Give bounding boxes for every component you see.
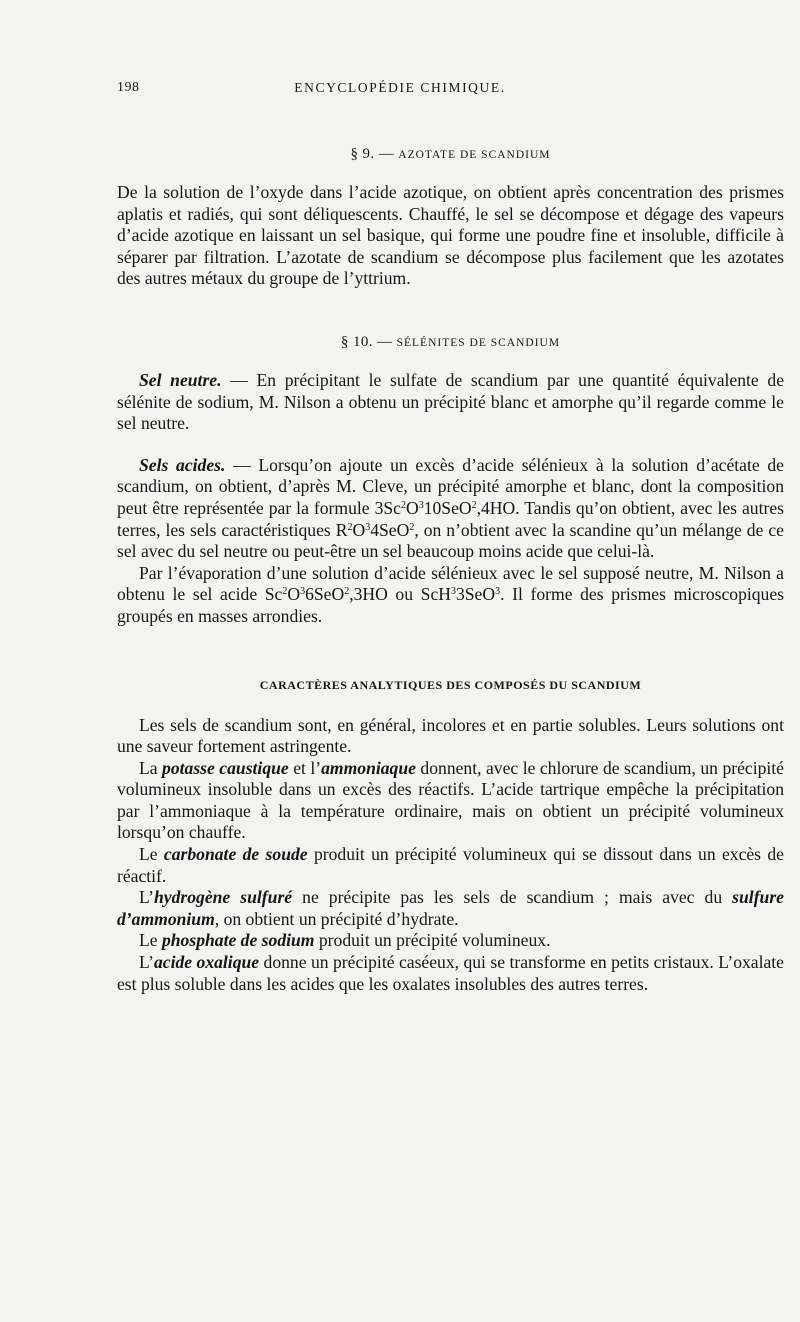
term-potasse-caustique: potasse caustique (162, 757, 289, 778)
acid-salts-paragraph (117, 455, 784, 563)
neutral-salt-text: — En précipitant le sulfate de scandium par une quantité équivalente de sélénite de sodium, M. Nilson a obtenu un précipité blanc et amorphe qu’il regarde comme le sel neutre. (117, 369, 784, 434)
analytical-paragraph-1: Les sels de scandium sont, en général, incolores et en partie solubles. Leurs solutions ont une saveur fortement astringente. (117, 714, 784, 757)
evaporation-paragraph (117, 563, 784, 628)
acid-salts-text-c: on n’obtient avec la scandine qu’un mélange de ce sel avec du sel neutre ou peut-être un sel beaucoup moins acide que celui-là. (117, 519, 784, 562)
nilson-formula-1: $Sc^2O^36SeO^2,3HO$ (264, 584, 388, 605)
rare-earth-formula: $R^2O^34SeO^2$, (335, 519, 419, 540)
analytical-paragraph-oxalic: L’acide oxalique donne un précipité caséeux, qui se transforme en petits cristaux. L’oxalate est plus soluble dans les acides que les oxalates insolubles des autres terres. (117, 952, 784, 994)
analytical-paragraph-potash: La potasse caustique et l’ammoniaque donnent, avec le chlorure de scandium, un précipité volumineux insoluble dans un excès des réactifs. L’acide tartrique empêche la précipitation par l’ammoniaque à la température ordinaire, mais on obtient un précipité volumineux lorsqu’on chauffe. (117, 757, 784, 843)
term-phosphate-de-sodium: phosphate de sodium (161, 930, 315, 951)
cleve-formula: $3Sc^2O^310SeO^2,4HO$. (374, 497, 520, 518)
analytical-paragraph-phosphate: Le phosphate de sodium produit un précipité volumineux. (139, 930, 551, 951)
acid-salts-text-a: — Lorsqu’on ajoute un excès d’acide sélénieux à la solution d’acétate de scandium, on obtient, d’après M. Cleve, un précipité amorphe et blanc, dont la composition peut être représentée par la formule (117, 454, 784, 518)
analytical-heading: CARACTÈRES ANALYTIQUES DES COMPOSÉS DU SCANDIUM (259, 677, 642, 692)
section-9-number: § 9. — (350, 146, 395, 162)
term-acide-oxalique: acide oxalique (154, 952, 260, 973)
term-hydrogene-sulfure: hydrogène sulfuré (154, 887, 293, 908)
term-sulfure-ammonium: sulfure d’ammonium (117, 887, 784, 929)
analytical-paragraph-carbonate: Le carbonate de soude produit un précipité volumineux qui se dissout dans un excès de réactif. (117, 844, 784, 886)
neutral-salt-paragraph (117, 370, 784, 435)
section-10-number: § 10. — (340, 333, 393, 350)
page-number: 198 (117, 80, 140, 95)
term-carbonate-de-soude: carbonate de soude (163, 844, 308, 865)
evaporation-text-a: Par l’évaporation d’une solution d’acide sélénieux avec le sel supposé neutre, M. Nilson a obtenu le sel acide (117, 562, 784, 605)
running-title: ENCYCLOPÉDIE CHIMIQUE. (294, 80, 506, 95)
running-head (117, 80, 683, 100)
section-10-title: SÉLÉNITES DE SCANDIUM (396, 336, 561, 349)
evaporation-text-b: ou (387, 584, 421, 605)
page-content (117, 146, 784, 995)
section-10-heading (117, 334, 784, 351)
section-9-heading (117, 146, 784, 163)
section-9-paragraph: De la solution de l’oxyde dans l’acide azotique, on obtient après concentration des prismes aplatis et radiés, qui sont déliquescents. Chauffé, le sel se décompose et dégage des vapeurs d’acide azotique en laissant un sel basique, qui forme une poudre fine et insoluble, difficile à séparer par filtration. L’azotate de scandium se décompose plus facilement que les azotates des autres métaux du groupe de l’yttrium. (117, 182, 784, 289)
nilson-formula-2: ScH$^3$3SeO$^3$. (420, 584, 505, 605)
analytical-paragraph-hydrogen-sulfide: L’hydrogène sulfuré ne précipite pas les sels de scandium ; mais avec du sulfure d’ammonium, on obtient un précipité d’hydrate. (117, 887, 784, 929)
neutral-salt-label: Sel neutre. (139, 369, 222, 390)
section-9-title: AZOTATE DE SCANDIUM (398, 149, 551, 161)
acid-salts-text-b: Tandis qu’on obtient, avec les autres terres, les sels caractéristiques (117, 497, 784, 540)
term-ammoniaque: ammoniaque (321, 757, 416, 778)
acid-salts-label: Sels acides. (139, 454, 226, 475)
evaporation-text-c: Il forme des prismes microscopiques groupés en masses arrondies. (117, 584, 784, 626)
